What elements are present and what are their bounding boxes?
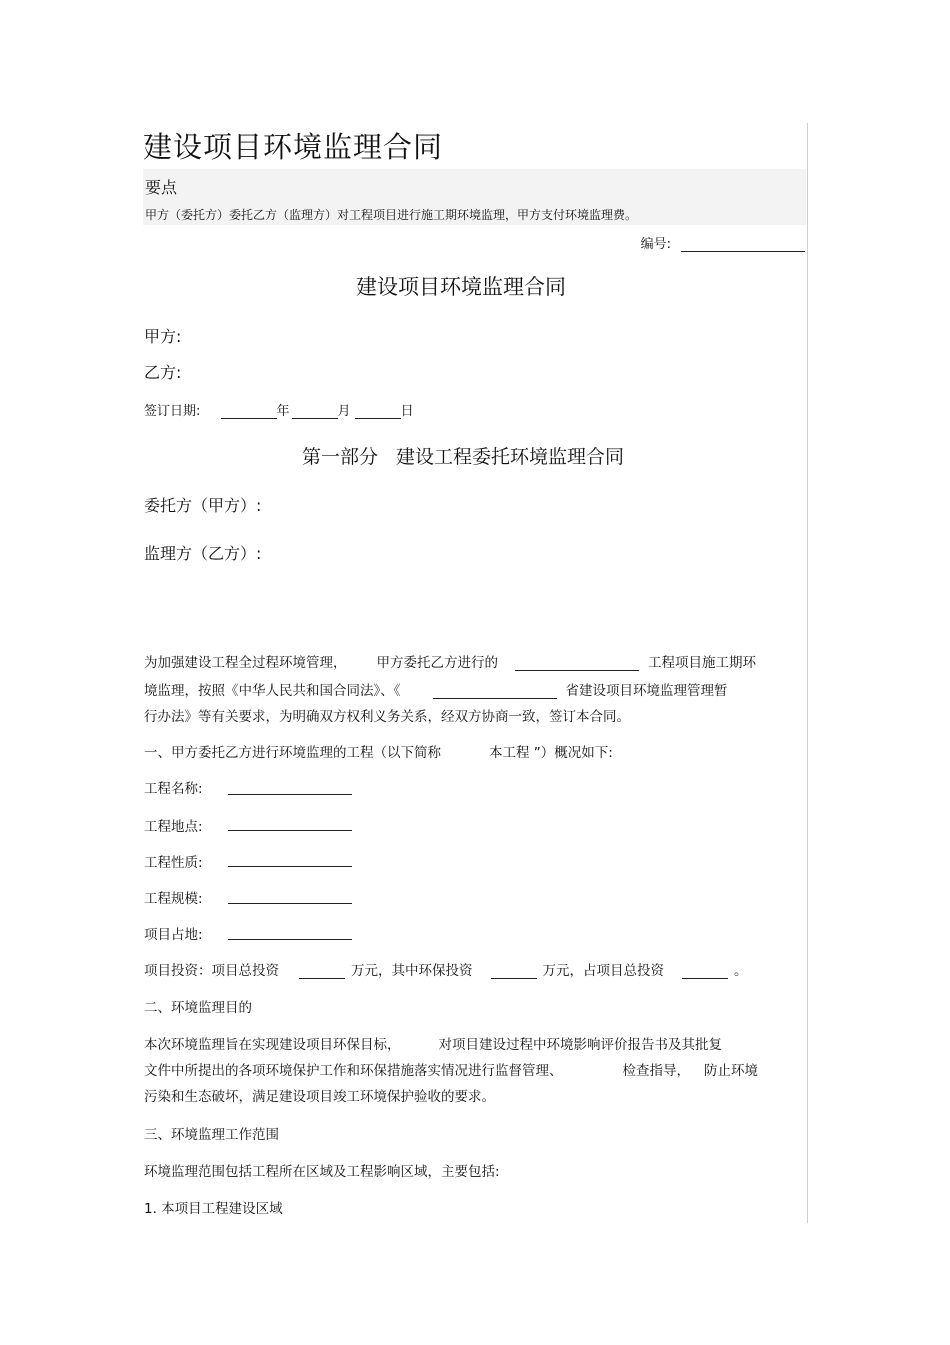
section-1-title	[144, 741, 613, 761]
section-2-line-1	[144, 1033, 722, 1053]
sign-date	[144, 400, 414, 419]
day-label: 日	[400, 404, 414, 419]
investment-ratio-blank	[682, 964, 728, 979]
investment-line	[144, 959, 748, 979]
intro-line-2	[144, 679, 728, 699]
section-3-title: 三、环境监理工作范围	[144, 1127, 279, 1143]
total-investment-blank	[299, 964, 345, 979]
field-project-nature-blank	[228, 866, 352, 867]
intro-seg-2: 甲方委托乙方进行的	[376, 655, 498, 671]
field-project-location-blank	[228, 830, 352, 831]
section-3-text: 环境监理范围包括工程所在区域及工程影响区域，主要包括:	[144, 1164, 500, 1180]
document-page	[143, 123, 808, 1223]
field-project-scale-blank	[228, 903, 352, 904]
intro-seg-1: 为加强建设工程全过程环境管理，	[144, 655, 347, 671]
field-project-name-blank	[228, 794, 352, 795]
intro-seg-4: 境监理，按照《中华人民共和国合同法》、《	[144, 683, 401, 699]
investment-unit-2: 万元，占项目总投资	[542, 963, 664, 979]
sign-date-label: 签订日期:	[144, 404, 201, 419]
section-2-title: 二、环境监理目的	[144, 1000, 252, 1016]
year-label: 年	[276, 404, 290, 419]
day-blank	[355, 405, 401, 419]
serial-label: 编号:	[640, 237, 671, 252]
month-label: 月	[337, 404, 351, 419]
part-one-title: 第一部分 建设工程委托环境监理合同	[301, 446, 625, 468]
contract-title: 建设项目环境监理合同	[356, 275, 566, 299]
section-1-text-b: 本工程 ”）概况如下:	[489, 745, 613, 761]
investment-unit-1: 万元，其中环保投资	[351, 963, 473, 979]
section-2-line-3: 污染和生态破坏，满足建设项目竣工环境保护验收的要求。	[144, 1089, 495, 1105]
document-title: 建设项目环境监理合同	[143, 130, 444, 164]
summary-heading: 要点	[145, 178, 178, 197]
section-2-line-1a: 本次环境监理旨在实现建设项目环保目标，	[144, 1037, 401, 1053]
year-blank	[221, 405, 277, 419]
intro-seg-3: 工程项目施工期环	[648, 655, 756, 671]
project-blank	[515, 657, 639, 671]
month-blank	[292, 405, 338, 419]
section-2-line-2b: 检查指导，	[622, 1063, 690, 1079]
field-land-area-blank	[228, 939, 352, 940]
section-2-line-2c: 防止环境	[704, 1063, 758, 1079]
client-label: 委托方（甲方）:	[144, 496, 262, 515]
field-land-area-label: 项目占地:	[144, 927, 203, 943]
section-2-line-2a: 文件中所提出的各项环境保护工作和环保措施落实情况进行监督管理、	[144, 1063, 563, 1079]
intro-line-1	[144, 651, 756, 671]
supervisor-label: 监理方（乙方）:	[144, 544, 262, 563]
investment-end: 。	[734, 963, 748, 979]
section-3-item-1: 1. 本项目工程建设区域	[144, 1201, 283, 1217]
province-blank	[433, 685, 557, 699]
env-investment-blank	[491, 964, 537, 979]
intro-line-3: 行办法》等有关要求，为明确双方权利义务关系，经双方协商一致，签订本合同。	[144, 709, 630, 725]
party-b-label: 乙方:	[144, 363, 182, 382]
section-2-line-2	[144, 1059, 758, 1079]
summary-text: 甲方（委托方）委托乙方（监理方）对工程项目进行施工期环境监理，甲方支付环境监理费。	[145, 208, 638, 222]
party-a-label: 甲方:	[144, 327, 182, 346]
intro-seg-5: 省建设项目环境监理管理暂	[565, 683, 728, 699]
field-project-location-label: 工程地点:	[144, 819, 203, 835]
field-project-scale-label: 工程规模:	[144, 891, 203, 907]
section-2-line-1b: 对项目建设过程中环境影响评价报告书及其批复	[438, 1037, 722, 1053]
field-project-name-label: 工程名称:	[144, 781, 203, 797]
section-1-text-a: 一、甲方委托乙方进行环境监理的工程（以下简称	[144, 745, 441, 761]
investment-label: 项目投资：项目总投资	[144, 963, 279, 979]
field-project-nature-label: 工程性质:	[144, 855, 203, 871]
serial-number	[641, 233, 805, 252]
serial-blank	[681, 237, 805, 252]
